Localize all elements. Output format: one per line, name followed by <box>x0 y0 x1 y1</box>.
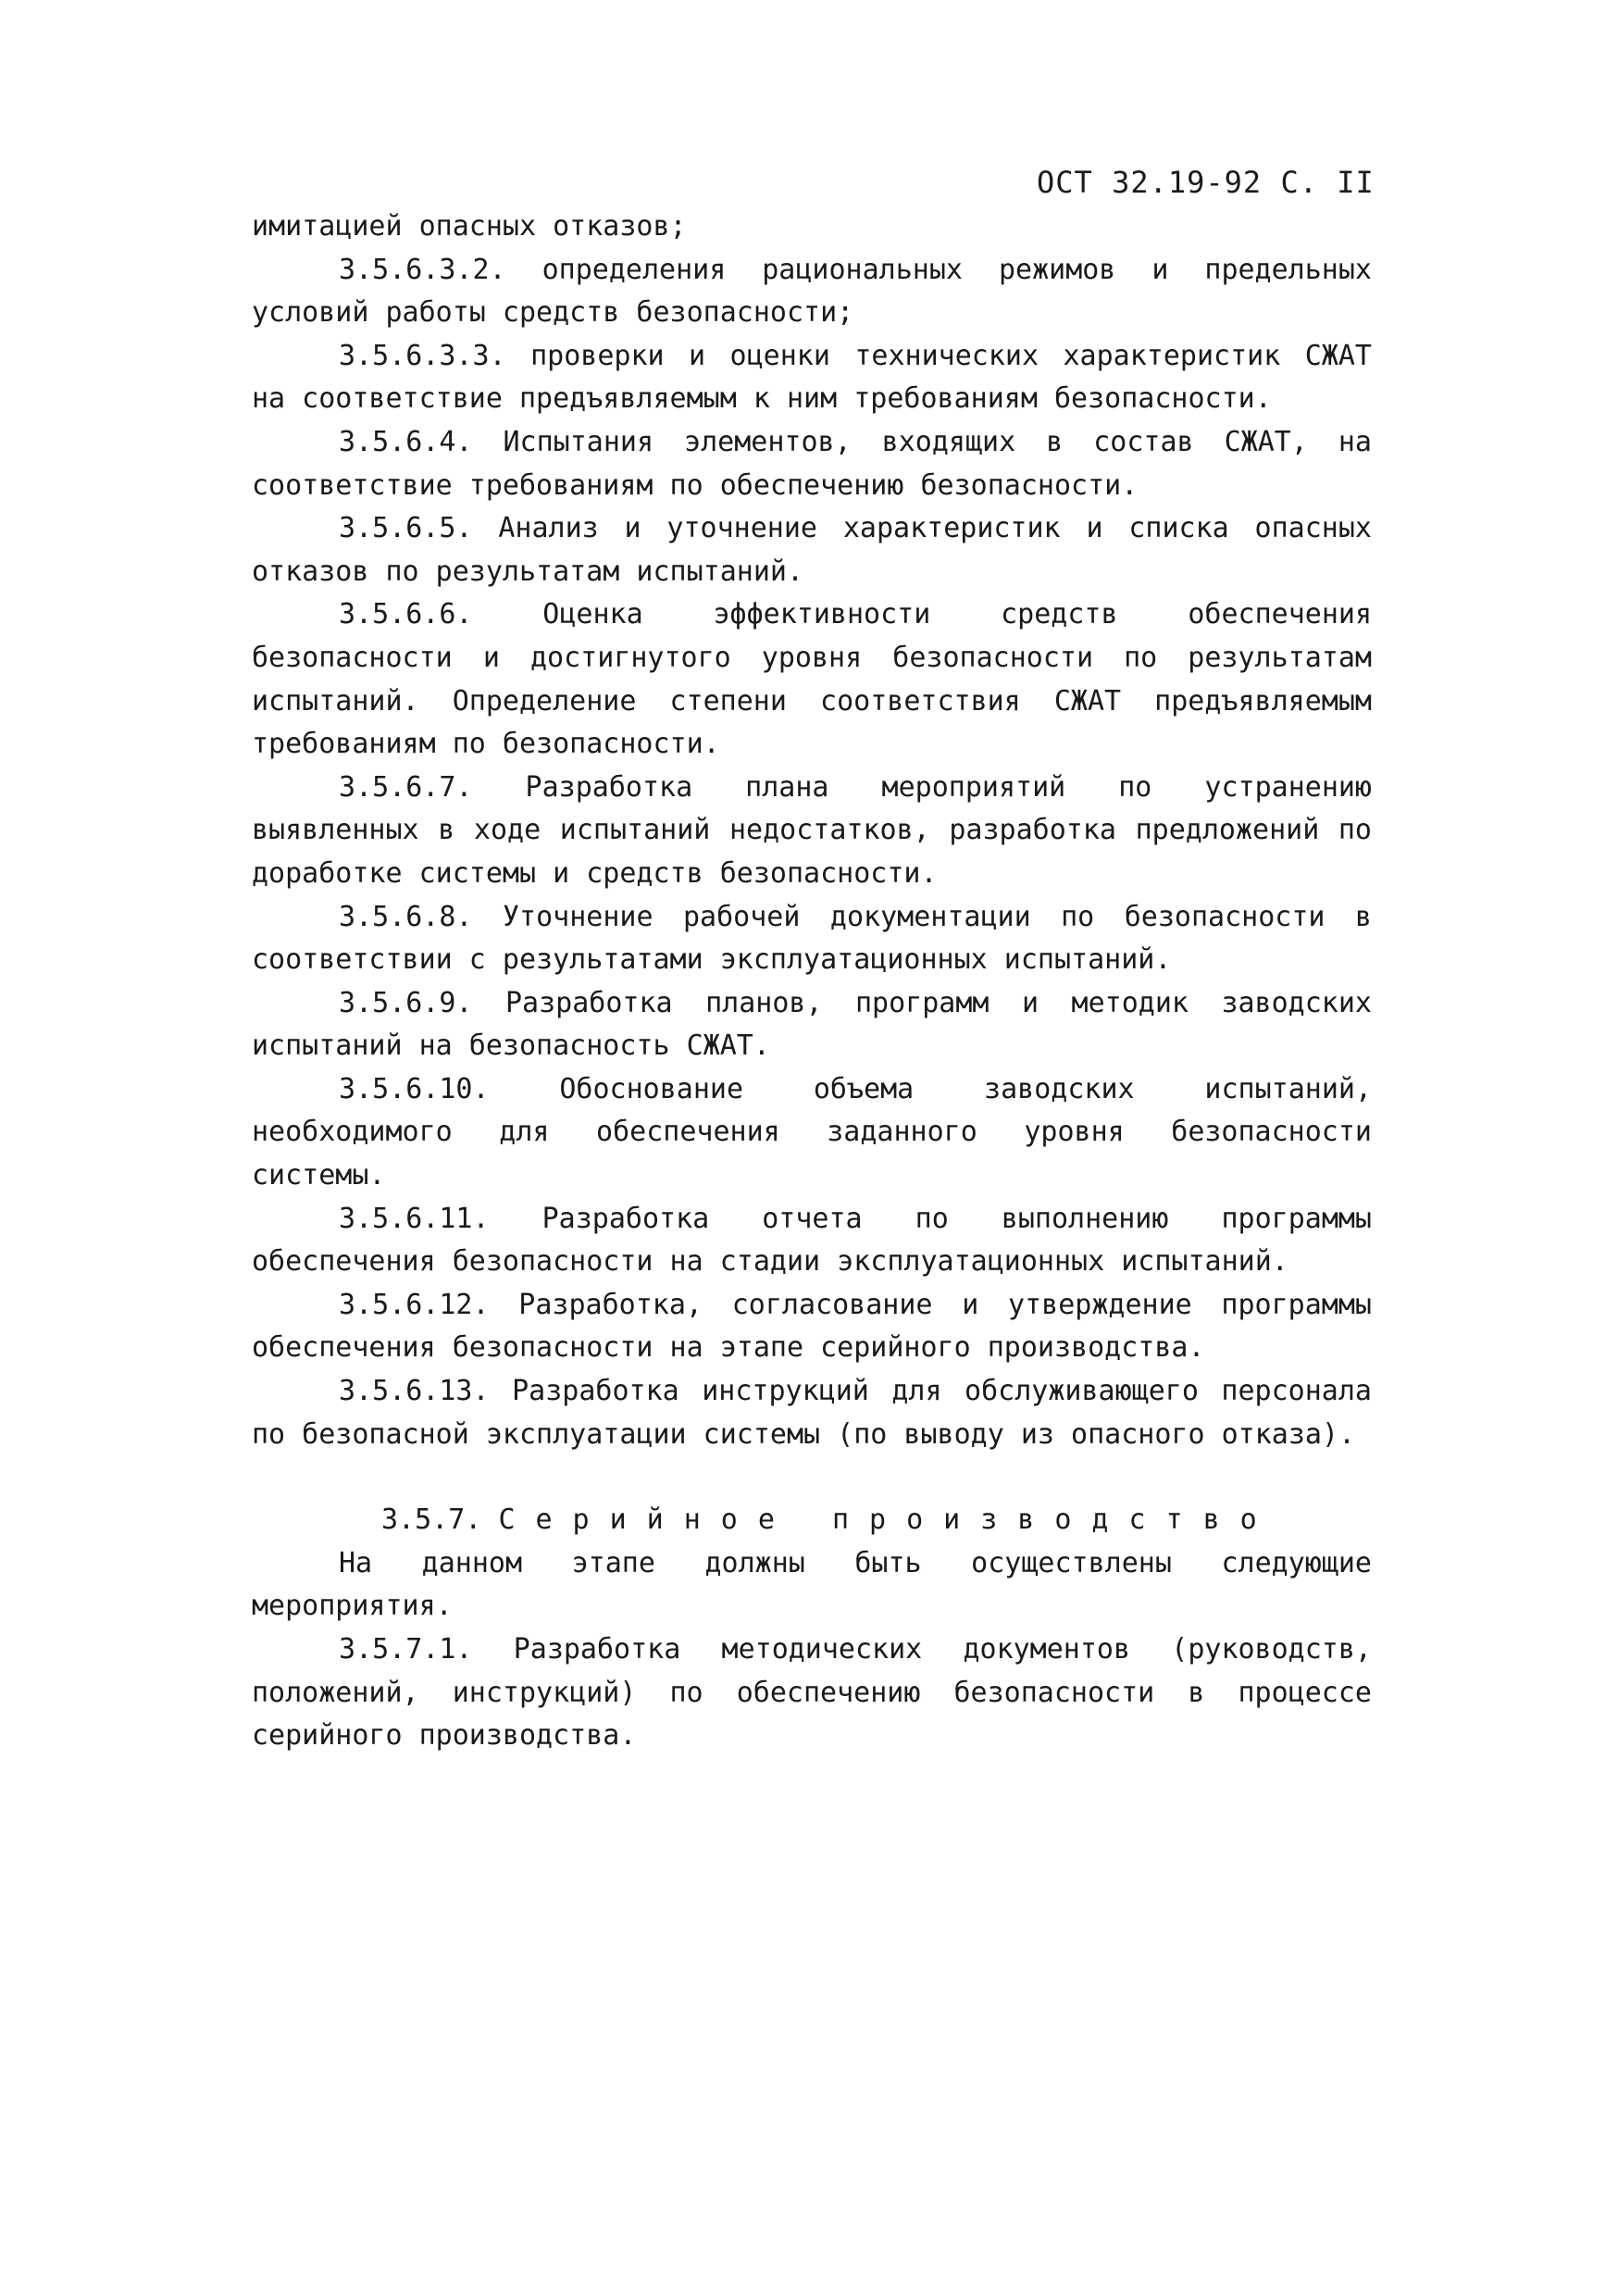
paragraph-3-5-6-11: 3.5.6.11. Разработка отчета по выполнению программы обеспечения безопасности на стадии эксплуатационных испытаний. <box>252 1202 1372 1279</box>
paragraph-3-5-7-1: 3.5.7.1. Разработка методических документов (руководств, положений, инструкций) по обеспечению безопасности в процессе серийного производства. <box>252 1633 1372 1753</box>
section-number: 3.5.7. <box>381 1504 482 1537</box>
paragraph-3-5-6-7: 3.5.6.7. Разработка плана мероприятий по устранению выявленных в ходе испытаний недостатков, разработка предложений по доработке системы и средств безопасности. <box>252 770 1372 890</box>
section-heading <box>252 1499 1372 1542</box>
paragraph-section-intro: На данном этапе должны быть осуществлены следующие мероприятия. <box>252 1546 1372 1623</box>
paragraph-3-5-6-6: 3.5.6.6. Оценка эффективности средств обеспечения безопасности и достигнутого уровня безопасности по результатам испытаний. Определение степени соответствия СЖАТ предъявляемым требованиям по безопасности. <box>252 598 1372 761</box>
paragraph-3-5-6-3-2: 3.5.6.3.2. определения рациональных режимов и предельных условий работы средств безопасности; <box>252 253 1372 330</box>
section-title: Серийное производство <box>498 1504 1277 1537</box>
paragraph-3-5-6-9: 3.5.6.9. Разработка планов, программ и методик заводских испытаний на безопасность СЖАТ. <box>252 986 1372 1063</box>
document-body <box>252 206 1372 1758</box>
paragraph-continuation: имитацией опасных отказов; <box>252 210 687 243</box>
paragraph-3-5-6-4: 3.5.6.4. Испытания элементов, входящих в состав СЖАТ, на соответствие требованиям по обеспечению безопасности. <box>252 425 1372 502</box>
paragraph-3-5-6-3-3: 3.5.6.3.3. проверки и оценки технических характеристик СЖАТ на соответствие предъявляемым к ним требованиям безопасности. <box>252 339 1372 416</box>
paragraph-3-5-6-10: 3.5.6.10. Обоснование объема заводских испытаний, необходимого для обеспечения заданного уровня безопасности системы. <box>252 1072 1372 1192</box>
paragraph-3-5-6-8: 3.5.6.8. Уточнение рабочей документации по безопасности в соответствии с результатами эксплуатационных испытаний. <box>252 900 1372 977</box>
document-reference-header: ОСТ 32.19-92 С. II <box>1037 165 1375 200</box>
paragraph-3-5-6-12: 3.5.6.12. Разработка, согласование и утверждение программы обеспечения безопасности на этапе серийного производства. <box>252 1288 1372 1365</box>
paragraph-3-5-6-5: 3.5.6.5. Анализ и уточнение характеристик и списка опасных отказов по результатам испытаний. <box>252 512 1372 588</box>
paragraph-3-5-6-13: 3.5.6.13. Разработка инструкций для обслуживающего персонала по безопасной эксплуатации системы (по выводу из опасного отказа). <box>252 1375 1372 1451</box>
